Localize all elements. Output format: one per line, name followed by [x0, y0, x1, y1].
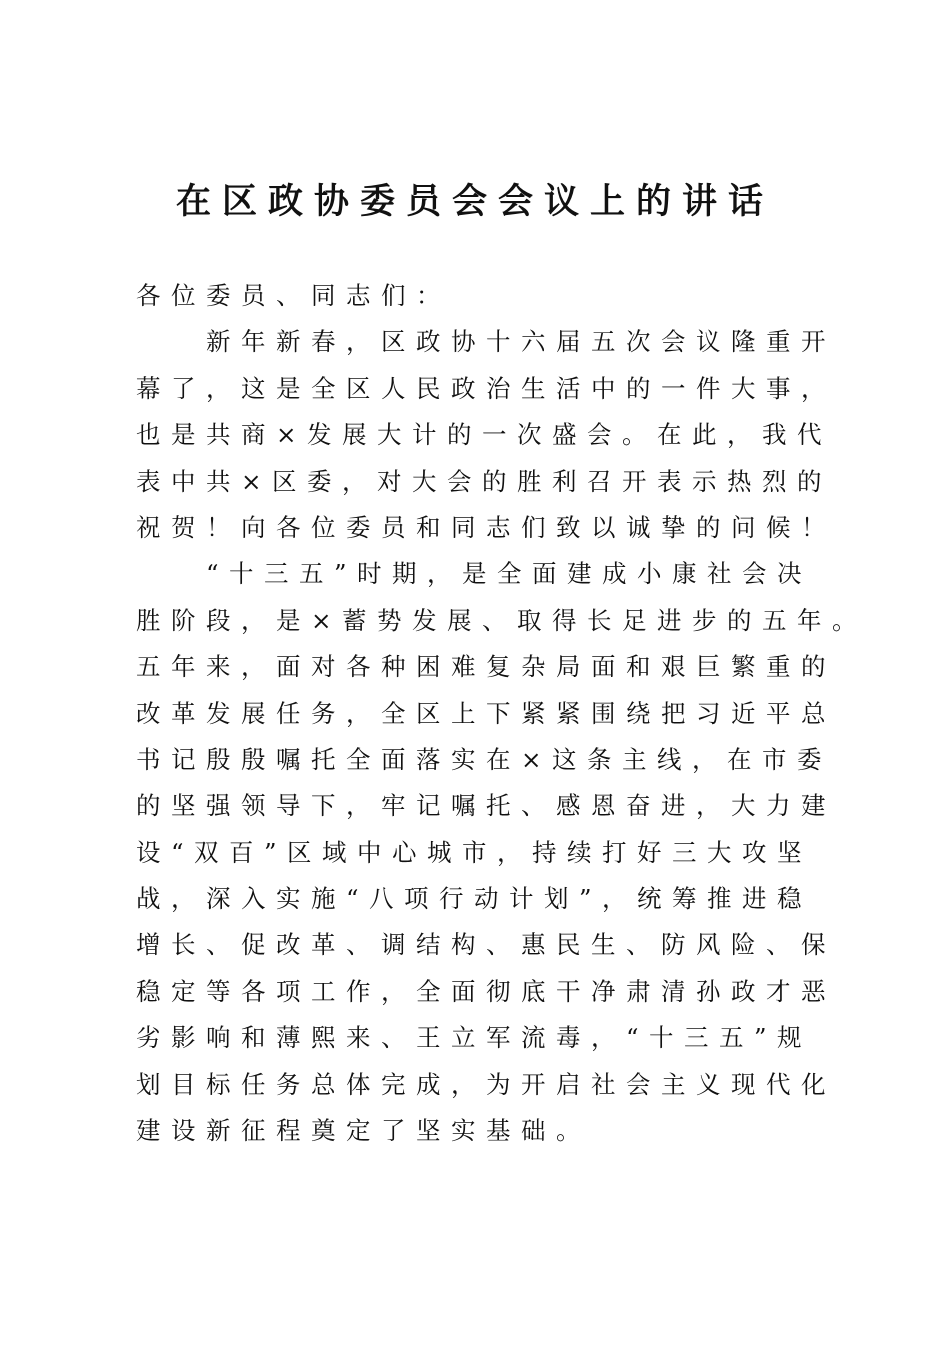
body-line: 书记殷殷嘱托全面落实在×这条主线，在市委 — [136, 744, 833, 774]
body-line: 新年新春，区政协十六届五次会议隆重开 — [206, 327, 836, 357]
body-line: “十三五”时期，是全面建成小康社会决 — [206, 559, 813, 589]
body-line: 划目标任务总体完成，为开启社会主义现代化 — [136, 1069, 836, 1099]
body-line: 的坚强领导下，牢记嘱托、感恩奋进，大力建 — [136, 791, 836, 821]
body-line: 祝贺！向各位委员和同志们致以诚挚的问候！ — [136, 512, 836, 542]
body-line: 稳定等各项工作，全面彻底干净肃清孙政才恶 — [136, 976, 836, 1006]
body-line: 五年来，面对各种困难复杂局面和艰巨繁重的 — [136, 652, 836, 682]
body-line: 增长、促改革、调结构、惠民生、防风险、保 — [136, 930, 836, 960]
body-line: 设“双百”区域中心城市，持续打好三大攻坚 — [136, 837, 813, 867]
body-line: 战，深入实施“八项行动计划”，统筹推进稳 — [136, 884, 813, 914]
body-line: 也是共商×发展大计的一次盛会。在此，我代 — [136, 420, 833, 450]
body-line: 幕了，这是全区人民政治生活中的一件大事， — [136, 373, 836, 403]
salutation: 各位委员、同志们： — [136, 281, 451, 310]
body-line: 劣影响和薄熙来、王立军流毒，“十三五”规 — [136, 1023, 813, 1053]
body-line: 胜阶段，是×蓄势发展、取得长足进步的五年。 — [136, 605, 868, 635]
body-line: 改革发展任务，全区上下紧紧围绕把习近平总 — [136, 698, 836, 728]
document-body — [136, 273, 868, 1154]
body-line: 建设新征程奠定了坚实基础。 — [136, 1116, 591, 1146]
body-line: 表中共×区委，对大会的胜利召开表示热烈的 — [136, 466, 833, 496]
document-title: 在区政协委员会会议上的讲话 — [175, 182, 774, 222]
